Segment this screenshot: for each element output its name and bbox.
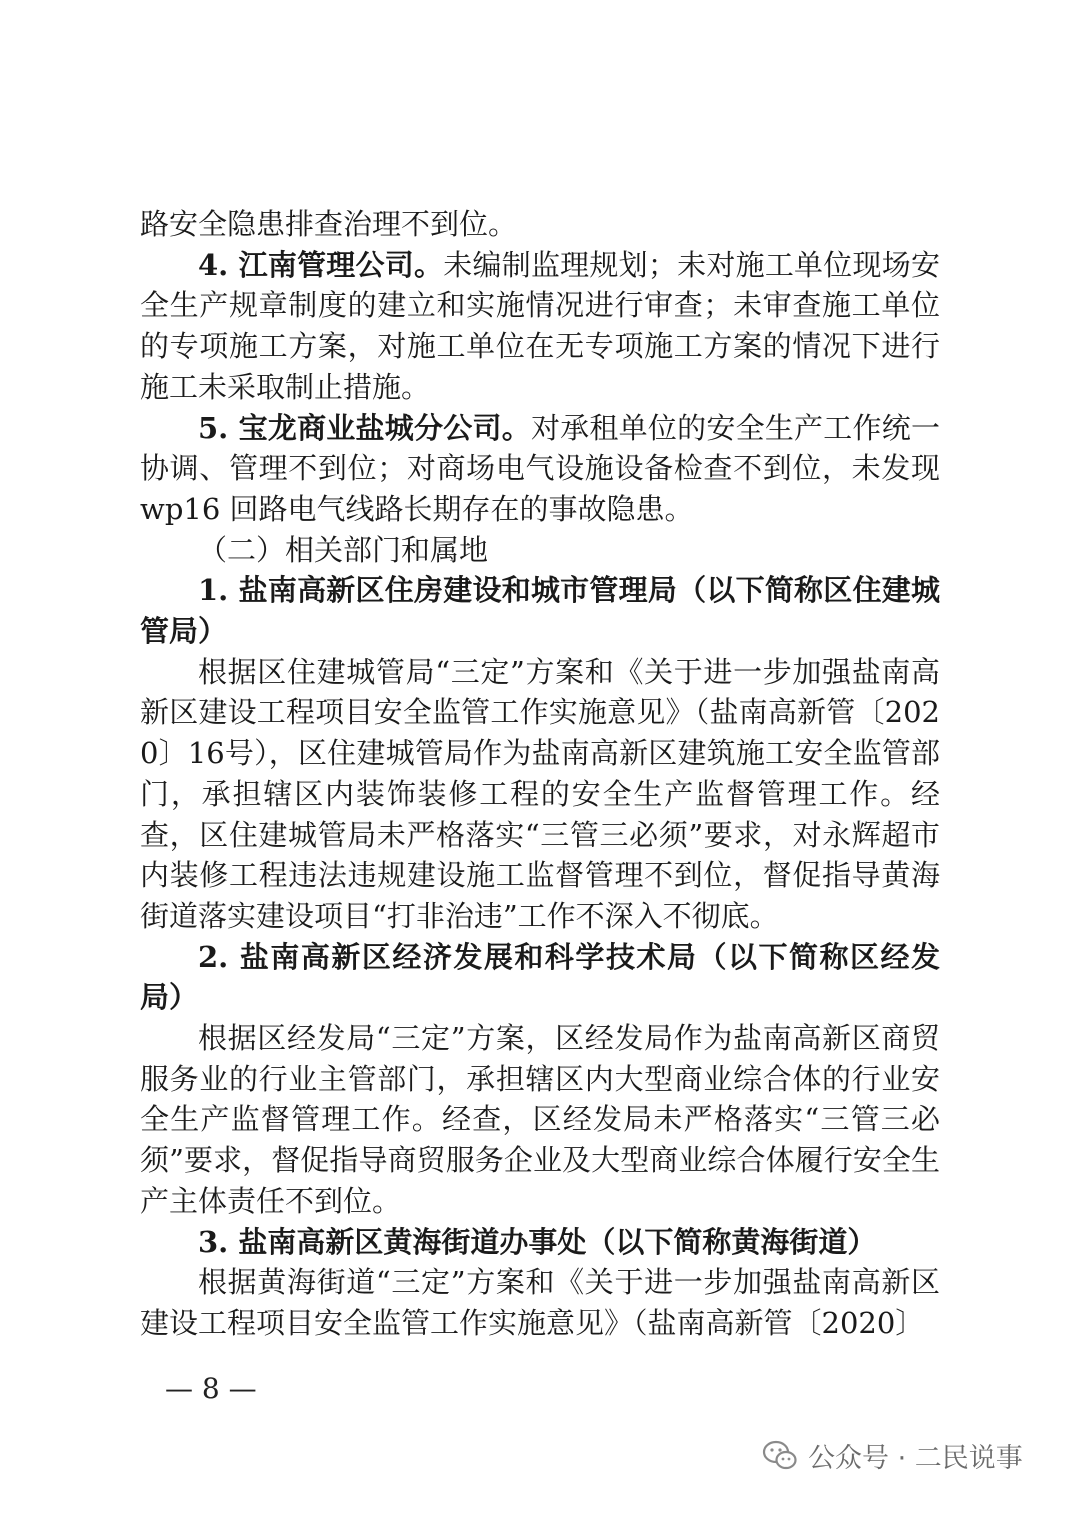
paragraph xyxy=(140,652,940,937)
paragraph xyxy=(140,937,940,1018)
paragraph xyxy=(140,1262,940,1343)
paragraph xyxy=(140,530,940,571)
paragraph xyxy=(140,245,940,408)
paragraph-heading: 2. 盐南高新区经济发展和科学技术局（以下简称区经发局） xyxy=(140,939,940,1015)
paragraph xyxy=(140,204,940,245)
paragraph xyxy=(140,408,940,530)
paragraph-heading: 5. 宝龙商业盐城分公司。 xyxy=(198,410,531,445)
paragraph-text: 根据区住建城管局“三定”方案和《关于进一步加强盐南高新区建设工程项目安全监管工作实施意见》（盐南高新管〔2020〕16号），区住建城管局作为盐南高新区建筑施工安全监管部门，承担辖区内装饰装修工程的安全生产监督管理工作。经查，区住建城管局未严格落实“三管三必须”要求，对永辉超市内装修工程违法违规建设施工监督管理不到位，督促指导黄海街道落实建设项目“打非治违”工作不深入不彻底。 xyxy=(140,654,940,933)
wechat-icon xyxy=(762,1439,798,1471)
page-number: — 8 — xyxy=(165,1372,257,1405)
watermark xyxy=(762,1433,1023,1477)
paragraph-text: （二）相关部门和属地 xyxy=(198,532,489,567)
paragraph xyxy=(140,570,940,651)
paragraph-heading: 3. 盐南高新区黄海街道办事处（以下简称黄海街道） xyxy=(198,1224,877,1259)
paragraph-text: 未编制监理规划；未对施工单位现场安全生产规章制度的建立和实施情况进行审查；未审查施工单位的专项施工方案，对施工单位在无专项施工方案的情况下进行施工未采取制止措施。 xyxy=(140,247,940,404)
paragraph xyxy=(140,1018,940,1222)
paragraph-text: 根据黄海街道“三定”方案和《关于进一步加强盐南高新区建设工程项目安全监管工作实施意见》（盐南高新管〔2020〕 xyxy=(140,1265,940,1340)
watermark-text: 公众号 · 二民说事 xyxy=(808,1442,1023,1474)
paragraph-text: 路安全隐患排查治理不到位。 xyxy=(140,207,518,241)
paragraph-heading: 1. 盐南高新区住房建设和城市管理局（以下简称区住建城管局） xyxy=(140,573,940,649)
paragraph-text: 根据区经发局“三定”方案，区经发局作为盐南高新区商贸服务业的行业主管部门，承担辖区内大型商业综合体的行业安全生产监督管理工作。经查，区经发局未严格落实“三管三必须”要求，督促指导商贸服务企业及大型商业综合体履行安全生产主体责任不到位。 xyxy=(140,1021,940,1218)
paragraph xyxy=(140,1222,940,1263)
paragraph-heading: 4. 江南管理公司。 xyxy=(198,247,444,282)
document-body xyxy=(140,204,940,1344)
paragraph-text: 对承租单位的安全生产工作统一协调、管理不到位；对商场电气设施设备检查不到位，未发现wp16 回路电气线路长期存在的事故隐患。 xyxy=(140,410,940,526)
